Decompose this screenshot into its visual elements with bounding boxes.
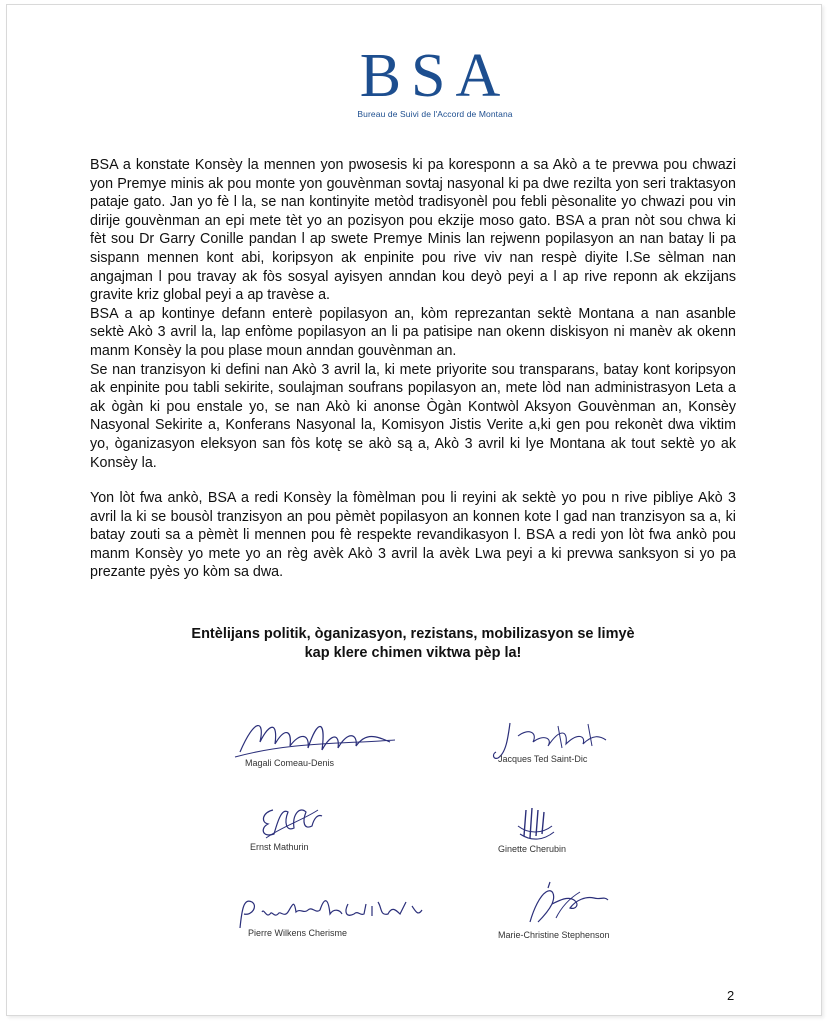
logo-mark: BSA [359,42,511,110]
paragraph: Yon lòt fwa ankò, BSA a redi Konsèy la fòmèlman pou li reyini ak sektè yo pou n rive pibliye Akò 3 avril la ki se bousòl tranzisyon an pou pèmèt popilasyon an konnen kote l gad nan tranzisyon sa a, ki batay zouti sa a pèmèt li mennen pou fè respekte revandikasyon l. BSA a redi yon lòt fwa ankò pou manm Konsèy yo mete yo an règ avèk Akò 3 avril la avèk Lwa peyi a ki prevwa sanksyon si yo pa prezante pyès yo kòm sa dwa. [90,490,736,581]
bsa-logo [340,42,530,130]
signature-block [230,712,450,782]
signatory-name: Ernst Mathurin [250,842,309,852]
signature-block [490,878,710,948]
signatory-name: Marie-Christine Stephenson [498,930,610,940]
handwritten-signature [490,878,630,928]
page-number: 2 [727,988,735,1003]
handwritten-signature [248,800,328,845]
handwritten-signature [498,804,578,844]
signatory-name: Ginette Cherubin [498,844,567,854]
signature-block [488,718,708,788]
signature-block [498,804,718,874]
signature-block [248,800,468,870]
paragraph: BSA a konstate Konsèy la mennen yon pwosesis ki pa koresponn a sa Akò a te prevwa pou chwazi yon Premye minis ak pou monte yon gouvènman sovtaj nasyonal ki pa dwe rezilta yon seri traktasyon pataje gato. Jan yo fè l la, se nan kontinyite metòd tradisyonèl pou febli pèsonalite yo chwazi pou vin dirije gouvènman an epi mete tèt yo an pozisyon pou ekzije moso gato. BSA a pran nòt sou chwa ki fèt sou Dr Garry Conille pandan l ap swete Premye Minis lan rejwenn popilasyon an nan batay li pa sispann mennen kont abi, koripsyon ak enpinite pou rive viv nan respè diyite l.Se sèlman nan angajman l pou travay ak fòs sosyal ayisyen anndan kou deyò peyi a l ap rive reponn ak ekzijans gravite kriz global peyi a ap travèse a. [90,157,736,304]
logo-subtitle: Bureau de Suivi de l'Accord de Montana [357,109,513,119]
closing-slogan [90,625,736,662]
closing-line: Entèlijans politik, òganizasyon, rezistans, mobilizasyon se limyè [191,626,635,642]
closing-line: kap klere chimen viktwa pèp la! [304,644,522,661]
signatory-name: Magali Comeau-Denis [245,758,335,768]
signature-block [232,888,452,958]
paragraph: Se nan tranzisyon ki defini nan Akò 3 avril la, ki mete priyorite sou transparans, batay kont koripsyon ak enpinite pou tabli sekirite, soulajman soufrans popilasyon an, mete lòd nan administrasyon Leta a ak ògàn ki pou enstale yo, se nan Akò ki anonse Ògàn Kontwòl Aksyon Gouvènman an, Konsèy Nasyonal Sekirite a, Konferans Nasyonal la, Komisyon Jistis Verite a,ki gen pou rekonèt dwa viktim yo, òganizasyon eleksyon san fòs kotę se akò są a, Akò 3 avril ki lye Montana ak tout sektè yo ak Konsèy la. [90,361,736,471]
letter-body [90,156,736,582]
paragraph: BSA a ap kontinye defann enterè popilasyon an, kòm reprezantan sektè Montana a nan asanble sektè Akò 3 avril la, lap enfòme popilasyon an li pa patisipe nan okenn diskisyon ni manèv ak okenn manm Konsèy la pou plase moun anndan gouvènman an. [90,305,736,359]
signatory-name: Pierre Wilkens Cherisme [248,928,348,938]
signatory-name: Jacques Ted Saint-Dic [498,754,588,764]
